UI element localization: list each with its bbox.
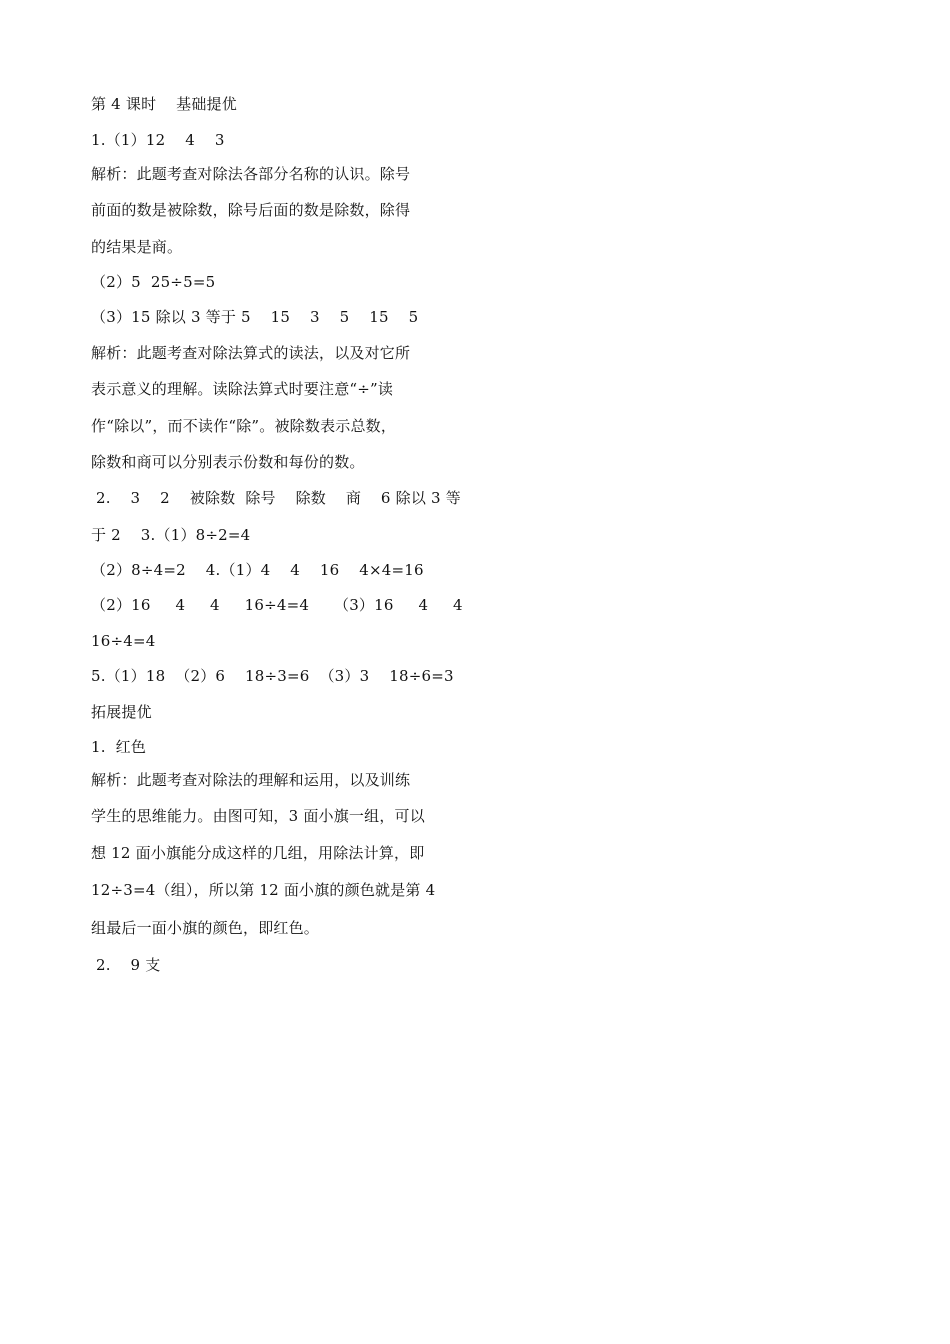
extension-answer-2: 2. 9 支 [91, 956, 161, 974]
analysis-3-line-2: 学生的思维能力。由图可知，3 面小旗一组，可以 [91, 807, 425, 825]
analysis-3-line-1: 解析：此题考查对除法的理解和运用，以及训练 [91, 771, 411, 789]
section-title-basic: 第 4 课时 基础提优 [91, 95, 237, 113]
answer-3-2-and-4-1: （2）8÷4=2 4.（1）4 4 16 4×4=16 [91, 561, 424, 579]
analysis-2-line-1: 解析：此题考查对除法算式的读法，以及对它所 [91, 344, 411, 362]
answer-1-3: （3）15 除以 3 等于 5 15 3 5 15 5 [91, 308, 419, 326]
analysis-3-line-3: 想 12 面小旗能分成这样的几组，用除法计算，即 [91, 844, 425, 862]
analysis-1-line-2: 前面的数是被除数，除号后面的数是除数，除得 [91, 201, 411, 219]
analysis-1-line-3: 的结果是商。 [91, 238, 183, 256]
analysis-2-line-2: 表示意义的理解。读除法算式时要注意“÷”读 [91, 380, 394, 398]
analysis-1-line-1: 解析：此题考查对除法各部分名称的认识。除号 [91, 165, 411, 183]
answer-4-2-4-3: （2）16 4 4 16÷4=4 （3）16 4 4 [91, 596, 463, 614]
analysis-2-line-4: 除数和商可以分别表示份数和每份的数。 [91, 453, 365, 471]
answer-4-3-equation: 16÷4=4 [91, 632, 156, 650]
extension-answer-1: 1. 红色 [91, 738, 147, 756]
answer-1-1: 1.（1）12 4 3 [91, 131, 225, 149]
answer-5: 5.（1）18 （2）6 18÷3=6 （3）3 18÷6=3 [91, 667, 454, 685]
analysis-2-line-3: 作“除以”，而不读作“除”。被除数表示总数， [91, 417, 397, 435]
answer-2: 2. 3 2 被除数 除号 除数 商 6 除以 3 等 [91, 489, 461, 507]
analysis-3-line-5: 组最后一面小旗的颜色，即红色。 [91, 919, 320, 937]
section-title-extension: 拓展提优 [91, 703, 152, 721]
analysis-3-line-4: 12÷3=4（组），所以第 12 面小旗的颜色就是第 4 [91, 881, 436, 899]
answer-3-1: 于 2 3.（1）8÷2=4 [91, 526, 251, 544]
answer-1-2: （2）5 25÷5=5 [91, 273, 216, 291]
